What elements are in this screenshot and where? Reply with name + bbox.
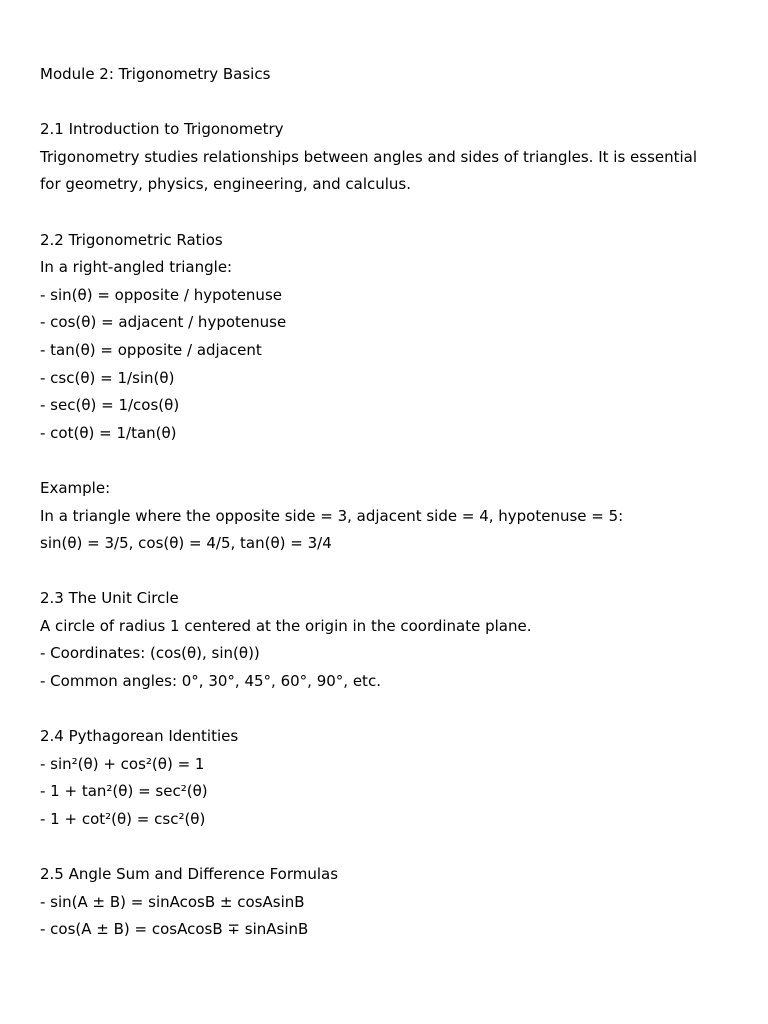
paragraph-line: Trigonometry studies relationships between angles and sides of triangles. It is essential xyxy=(40,147,698,166)
list-item: - Common angles: 0°, 30°, 45°, 60°, 90°, etc. xyxy=(40,672,381,691)
document-title: Module 2: Trigonometry Basics xyxy=(40,65,271,83)
list-item: - Coordinates: (cos(θ), sin(θ)) xyxy=(40,644,260,663)
list-item: - 1 + tan²(θ) = sec²(θ) xyxy=(40,782,208,801)
paragraph-line: In a right-angled triangle: xyxy=(40,258,233,277)
blank-line xyxy=(40,558,738,586)
list-item: - sin²(θ) + cos²(θ) = 1 xyxy=(40,754,205,773)
list-item: - cot(θ) = 1/tan(θ) xyxy=(40,423,177,442)
paragraph-line: A circle of radius 1 centered at the origin in the coordinate plane. xyxy=(40,616,532,635)
blank-line xyxy=(40,834,738,862)
blank-line xyxy=(40,199,738,227)
list-item: - tan(θ) = opposite / adjacent xyxy=(40,340,262,359)
list-item: - cos(θ) = adjacent / hypotenuse xyxy=(40,313,287,332)
example-heading: Example: xyxy=(40,478,111,497)
list-item: - 1 + cot²(θ) = csc²(θ) xyxy=(40,810,206,829)
list-item: - sin(θ) = opposite / hypotenuse xyxy=(40,285,282,304)
section-heading-ratios: 2.2 Trigonometric Ratios xyxy=(40,230,223,249)
list-item: - cos(A ± B) = cosAcosB ∓ sinAsinB xyxy=(40,920,309,939)
paragraph-line: for geometry, physics, engineering, and calculus. xyxy=(40,175,412,194)
list-item: - csc(θ) = 1/sin(θ) xyxy=(40,368,175,387)
list-item: - sec(θ) = 1/cos(θ) xyxy=(40,396,180,415)
blank-line xyxy=(40,447,738,475)
blank-line xyxy=(40,696,738,724)
section-heading-angle-sum-difference: 2.5 Angle Sum and Difference Formulas xyxy=(40,865,339,884)
paragraph-line: In a triangle where the opposite side = 3, adjacent side = 4, hypotenuse = 5: xyxy=(40,506,624,525)
section-heading-introduction: 2.1 Introduction to Trigonometry xyxy=(40,120,284,139)
section-heading-pythagorean-identities: 2.4 Pythagorean Identities xyxy=(40,727,239,746)
blank-line xyxy=(40,89,738,117)
list-item: - sin(A ± B) = sinAcosB ± cosAsinB xyxy=(40,892,305,911)
paragraph-line: sin(θ) = 3/5, cos(θ) = 4/5, tan(θ) = 3/4 xyxy=(40,534,332,553)
section-heading-unit-circle: 2.3 The Unit Circle xyxy=(40,589,179,608)
